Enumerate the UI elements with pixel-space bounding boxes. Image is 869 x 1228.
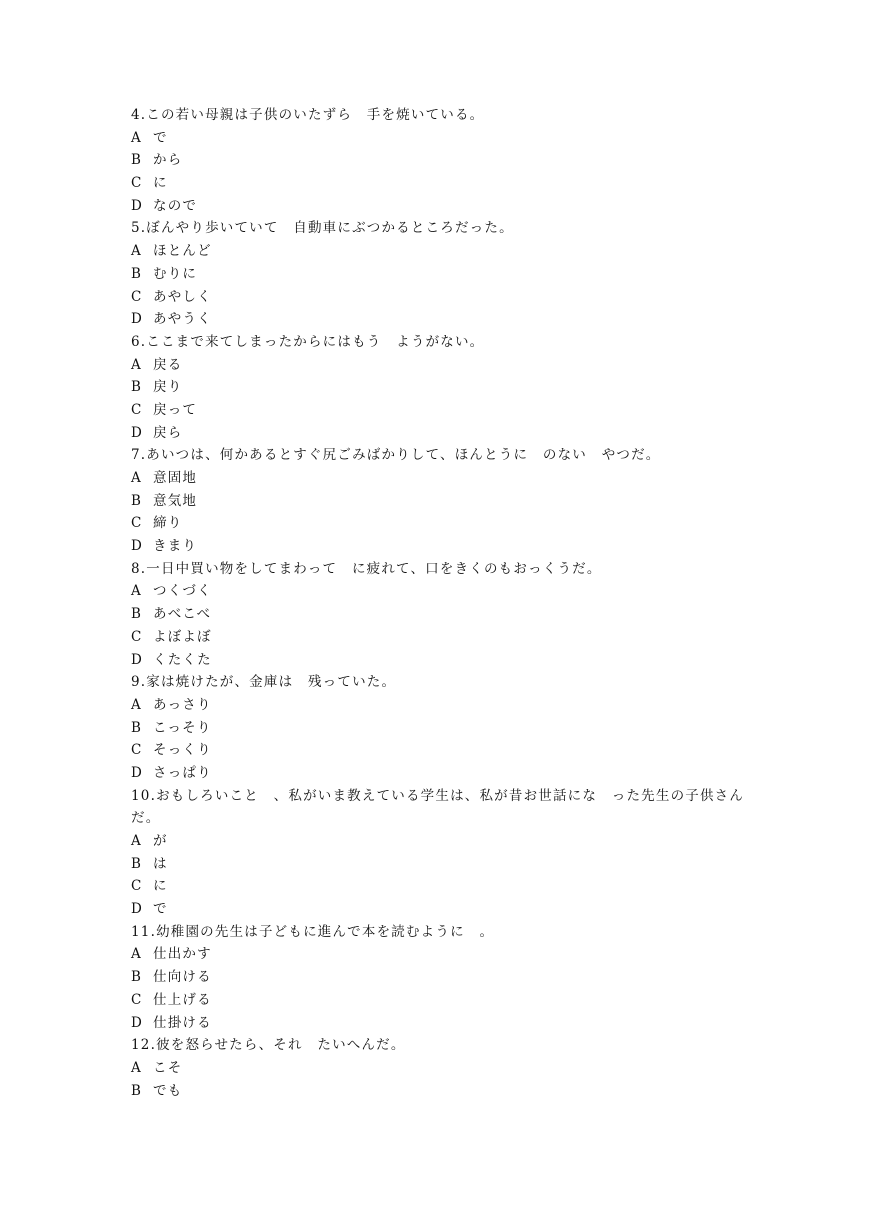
option-letter: A xyxy=(131,833,141,850)
option-text: あやうく xyxy=(153,311,212,328)
option-b xyxy=(131,1080,751,1103)
option-c xyxy=(131,626,751,649)
option-letter: A xyxy=(131,356,141,373)
option-c xyxy=(131,989,751,1012)
option-a xyxy=(131,694,751,717)
option-text: こっそり xyxy=(153,719,212,736)
option-letter: D xyxy=(131,424,142,441)
option-a xyxy=(131,240,751,263)
option-letter: C xyxy=(131,401,142,418)
option-a xyxy=(131,354,751,377)
option-text: 仕向ける xyxy=(153,969,212,986)
option-letter: B xyxy=(131,606,141,623)
option-text: から xyxy=(153,152,183,169)
option-text: あっさり xyxy=(153,696,212,713)
option-c xyxy=(131,399,751,422)
option-a xyxy=(131,127,751,150)
option-d xyxy=(131,195,751,218)
option-letter: D xyxy=(131,901,142,918)
option-text: に xyxy=(153,175,168,192)
option-letter: B xyxy=(131,855,141,872)
option-a xyxy=(131,580,751,603)
option-text: きまり xyxy=(153,538,198,555)
option-text: 戻ら xyxy=(153,424,183,441)
option-letter: D xyxy=(131,197,142,214)
option-text: で xyxy=(153,129,168,146)
option-c xyxy=(131,286,751,309)
question-list xyxy=(131,104,751,1102)
option-c xyxy=(131,875,751,898)
option-letter: A xyxy=(131,129,141,146)
question-stem: 7.あいつは、何かあるとすぐ尻ごみばかりして、ほんとうに のない やつだ。 xyxy=(131,447,661,464)
option-letter: A xyxy=(131,583,141,600)
option-letter: D xyxy=(131,538,142,555)
option-letter: B xyxy=(131,379,141,396)
option-d xyxy=(131,308,751,331)
option-letter: A xyxy=(131,946,141,963)
option-a xyxy=(131,830,751,853)
option-b xyxy=(131,853,751,876)
option-letter: C xyxy=(131,991,142,1008)
option-a xyxy=(131,943,751,966)
option-d xyxy=(131,762,751,785)
option-text: そっくり xyxy=(153,742,212,759)
option-d xyxy=(131,535,751,558)
option-text: 意気地 xyxy=(153,492,198,509)
option-letter: B xyxy=(131,1082,141,1099)
option-text: 意固地 xyxy=(153,470,198,486)
option-text: 仕上げる xyxy=(153,991,212,1008)
option-letter: C xyxy=(131,515,142,532)
option-d xyxy=(131,422,751,445)
option-letter: B xyxy=(131,152,141,169)
option-b xyxy=(131,376,751,399)
option-c xyxy=(131,172,751,195)
option-text: 仕掛ける xyxy=(153,1014,212,1031)
question-stem: 4.この若い母親は子供のいたずら 手を焼いている。 xyxy=(131,107,485,123)
option-d xyxy=(131,1012,751,1035)
option-letter: A xyxy=(131,696,141,713)
option-text: に xyxy=(153,878,168,895)
option-text: くたくた xyxy=(153,651,212,668)
option-letter: B xyxy=(131,265,141,282)
option-b xyxy=(131,490,751,513)
option-text: でも xyxy=(153,1082,183,1099)
option-a xyxy=(131,1057,751,1080)
option-letter: C xyxy=(131,878,142,895)
option-text: 戻り xyxy=(153,379,183,396)
option-letter: D xyxy=(131,1014,142,1031)
option-b xyxy=(131,603,751,626)
question-stem: 6.ここまで来てしまったからにはもう ようがない。 xyxy=(131,333,485,350)
option-c xyxy=(131,739,751,762)
question-stem: 12.彼を怒らせたら、それ たいへんだ。 xyxy=(131,1037,406,1054)
question-stem: 8.一日中買い物をしてまわって に疲れて、口をきくのもおっくうだ。 xyxy=(131,560,602,577)
option-text: あべこべ xyxy=(153,606,212,623)
option-letter: B xyxy=(131,492,141,509)
option-text: 戻る xyxy=(153,356,183,373)
option-text: 仕出かす xyxy=(153,946,212,963)
option-text: 締り xyxy=(153,515,183,532)
question-stem: 11.幼稚園の先生は子どもに進んで本を読むように 。 xyxy=(131,923,495,940)
option-text: で xyxy=(153,901,168,918)
option-letter: A xyxy=(131,243,141,260)
option-letter: B xyxy=(131,969,141,986)
option-b xyxy=(131,149,751,172)
option-text: あやしく xyxy=(153,288,212,305)
option-letter: C xyxy=(131,288,142,305)
option-text: は xyxy=(153,855,168,872)
option-text: 戻って xyxy=(153,401,198,418)
option-text: が xyxy=(153,833,168,850)
option-letter: B xyxy=(131,719,141,736)
option-letter: A xyxy=(131,1059,141,1076)
option-letter: A xyxy=(131,470,141,486)
option-letter: D xyxy=(131,651,142,668)
option-letter: D xyxy=(131,764,142,781)
option-letter: D xyxy=(131,311,142,328)
option-d xyxy=(131,649,751,672)
option-text: ほとんど xyxy=(153,243,212,260)
option-c xyxy=(131,512,751,535)
option-text: むりに xyxy=(153,265,198,282)
option-letter: C xyxy=(131,628,142,645)
option-text: こそ xyxy=(153,1059,183,1076)
option-text: さっぱり xyxy=(153,764,212,781)
question-stem: 10.おもしろいこと 、私がいま教えている学生は、私が昔お世話にな った先生の子供さんだ。 xyxy=(131,787,745,827)
question-stem: 5.ぼんやり歩いていて 自動車にぶつかるところだった。 xyxy=(131,220,514,237)
option-letter: C xyxy=(131,742,142,759)
question-stem: 9.家は焼けたが、金庫は 残っていた。 xyxy=(131,674,397,691)
option-text: つくづく xyxy=(153,583,212,600)
option-b xyxy=(131,717,751,740)
option-text: なので xyxy=(153,197,198,214)
option-d xyxy=(131,898,751,921)
option-text: よぼよぼ xyxy=(153,628,212,645)
option-letter: C xyxy=(131,175,142,192)
option-b xyxy=(131,966,751,989)
option-b xyxy=(131,263,751,286)
option-a xyxy=(131,467,751,490)
